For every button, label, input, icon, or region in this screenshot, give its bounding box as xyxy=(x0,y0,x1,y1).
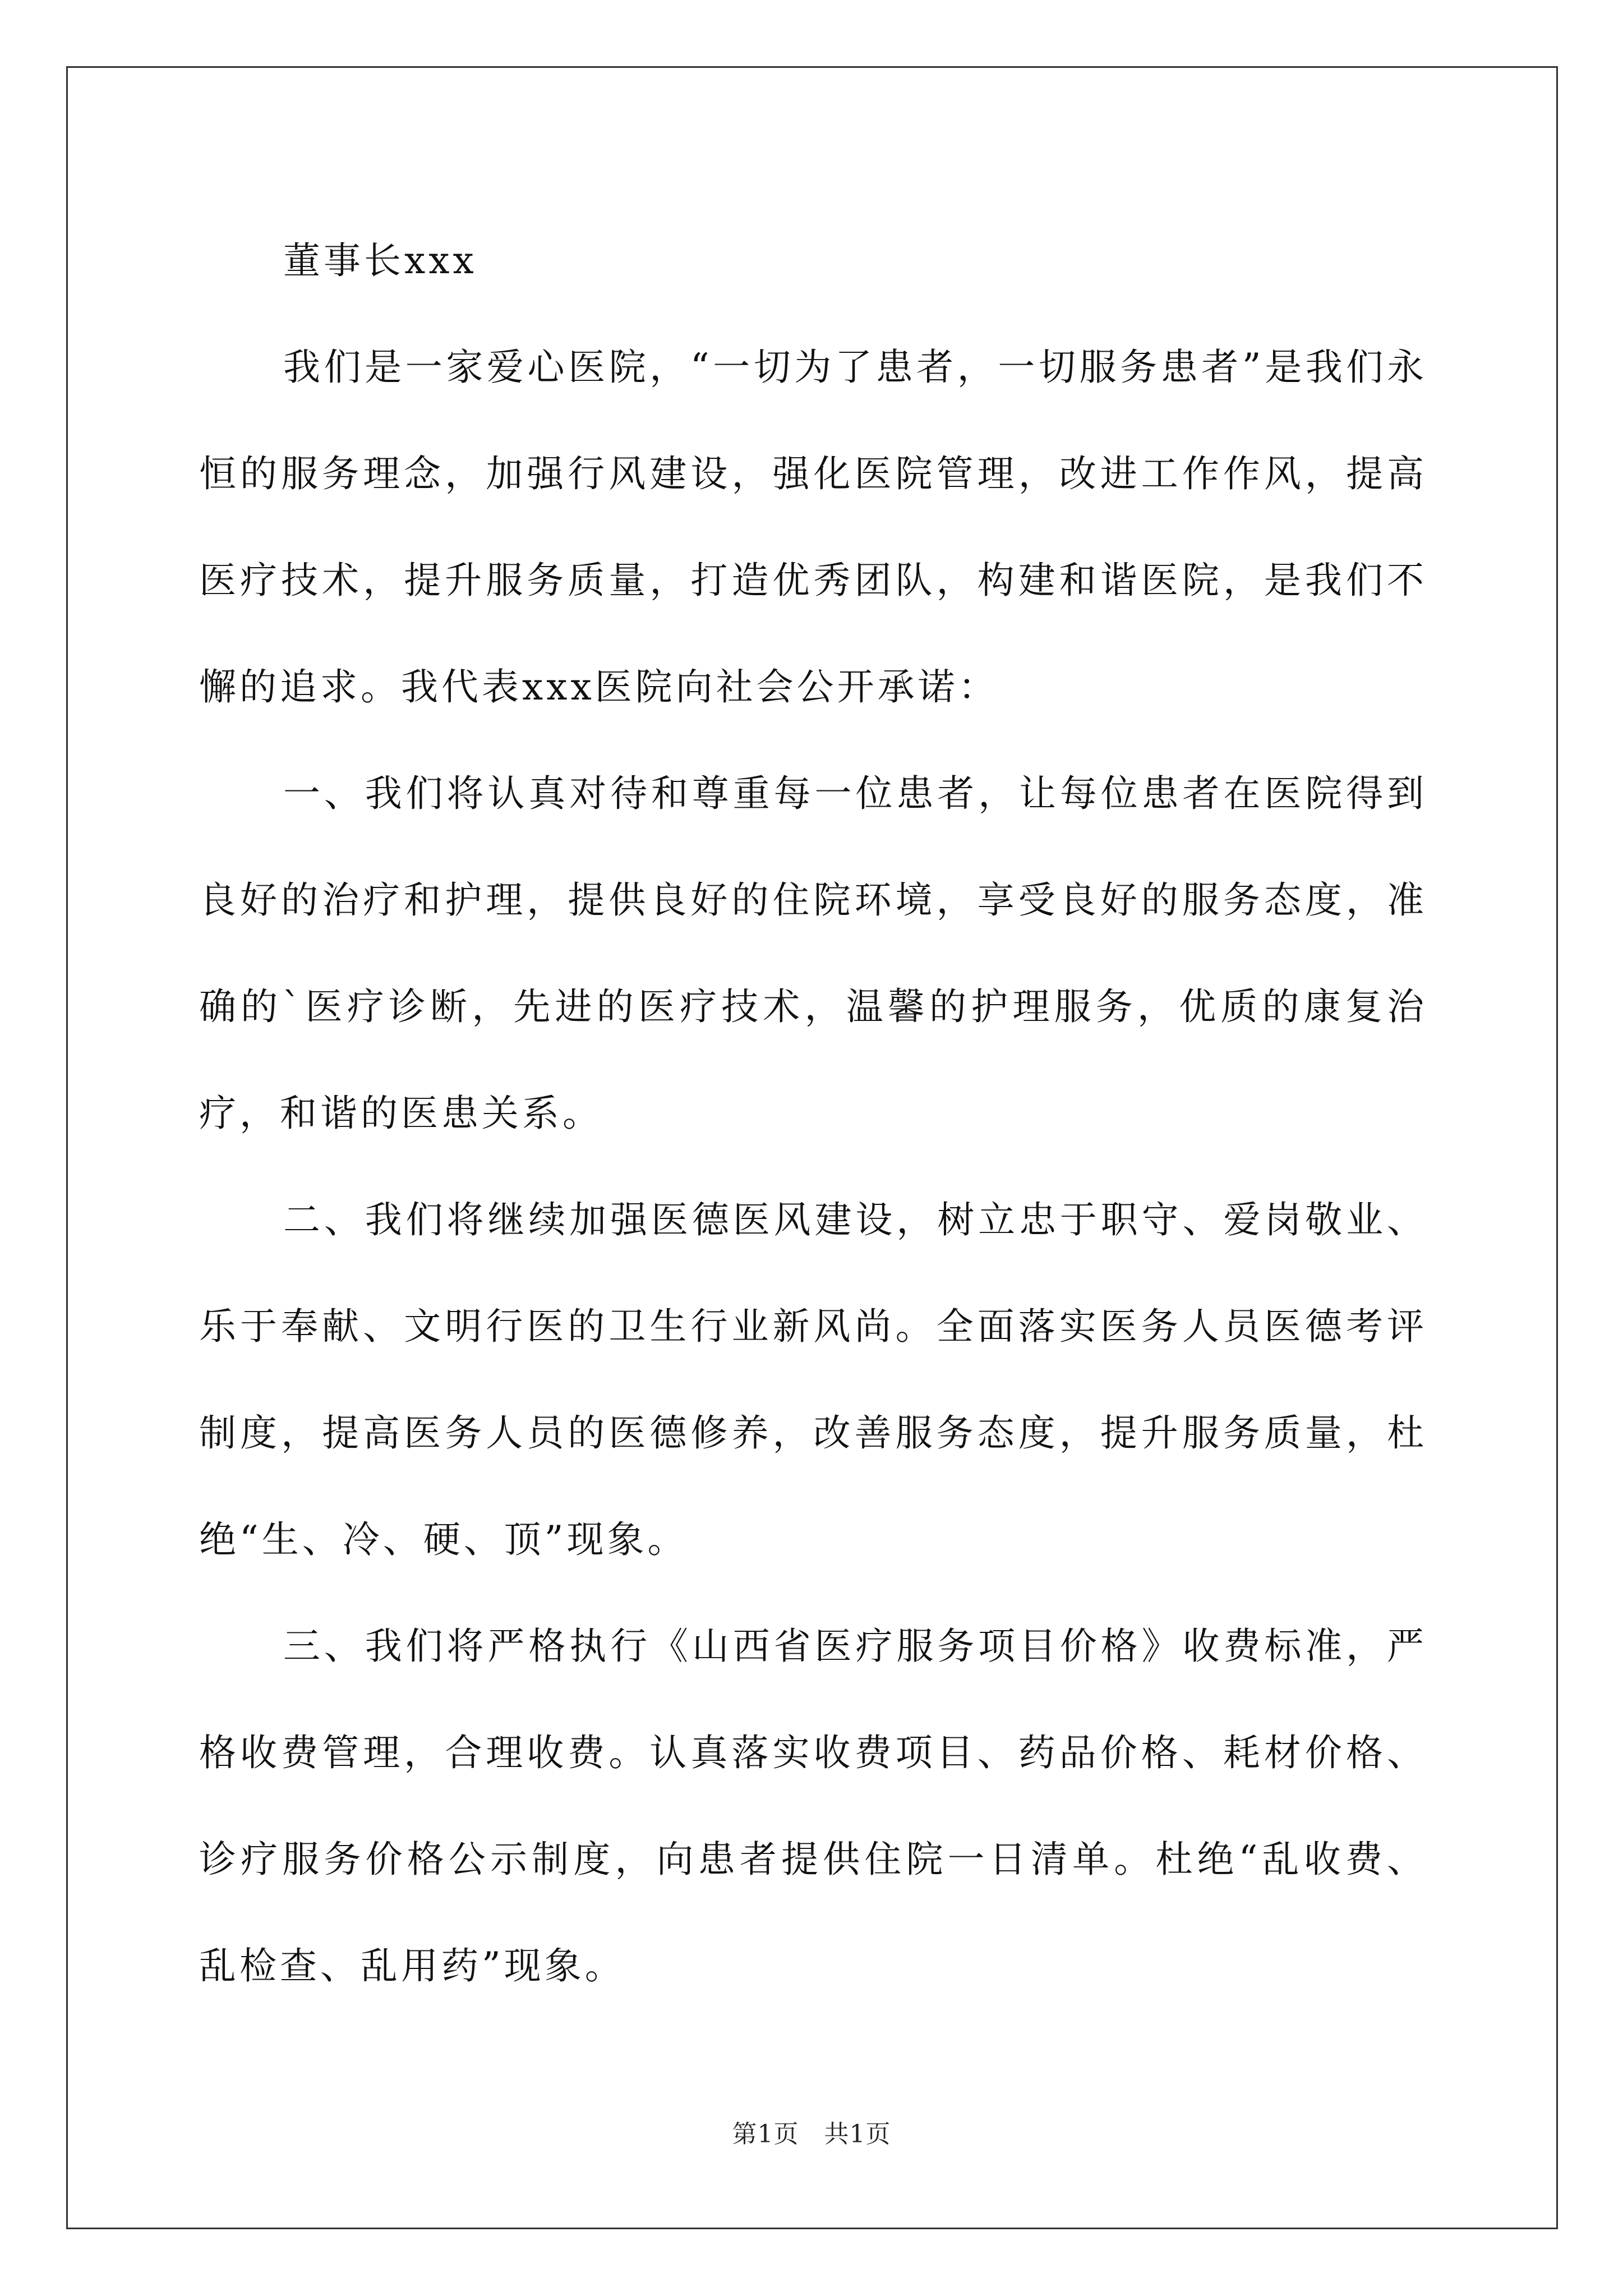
paragraph-salutation: 董事长xxx xyxy=(283,239,477,282)
paragraph-pledge-1: 一、我们将认真对待和尊重每一位患者，让每位患者在医院得到良好的治疗和护理，提供良好的住院环境，享受良好的服务态度，准确的`医疗诊断，先进的医疗技术，温馨的护理服务，优质的康复治疗，和谐的医患关系。 xyxy=(199,772,1427,1135)
paragraph-intro: 我们是一家爱心医院，“一切为了患者，一切服务患者”是我们永恒的服务理念，加强行风建设，强化医院管理，改进工作作风，提高医疗技术，提升服务质量，打造优秀团队，构建和谐医院，是我们不懈的追求。我代表xxx医院向社会公开承诺： xyxy=(199,346,1427,708)
page-number-current: 第1页 xyxy=(732,2120,799,2148)
document-body xyxy=(199,208,1427,2019)
paragraph-pledge-3: 三、我们将严格执行《山西省医疗服务项目价格》收费标准，严格收费管理，合理收费。认真落实收费项目、药品价格、耗材价格、诊疗服务价格公示制度，向患者提供住院一日清单。杜绝“乱收费、乱检查、乱用药”现象。 xyxy=(199,1625,1427,1987)
page-footer xyxy=(0,2114,1623,2150)
paragraph-pledge-2: 二、我们将继续加强医德医风建设，树立忠于职守、爱岗敬业、乐于奉献、文明行医的卫生行业新风尚。全面落实医务人员医德考评制度，提高医务人员的医德修养，改善服务态度，提升服务质量，杜绝“生、冷、硬、顶”现象。 xyxy=(199,1198,1427,1561)
page-number-total: 共1页 xyxy=(824,2120,891,2148)
